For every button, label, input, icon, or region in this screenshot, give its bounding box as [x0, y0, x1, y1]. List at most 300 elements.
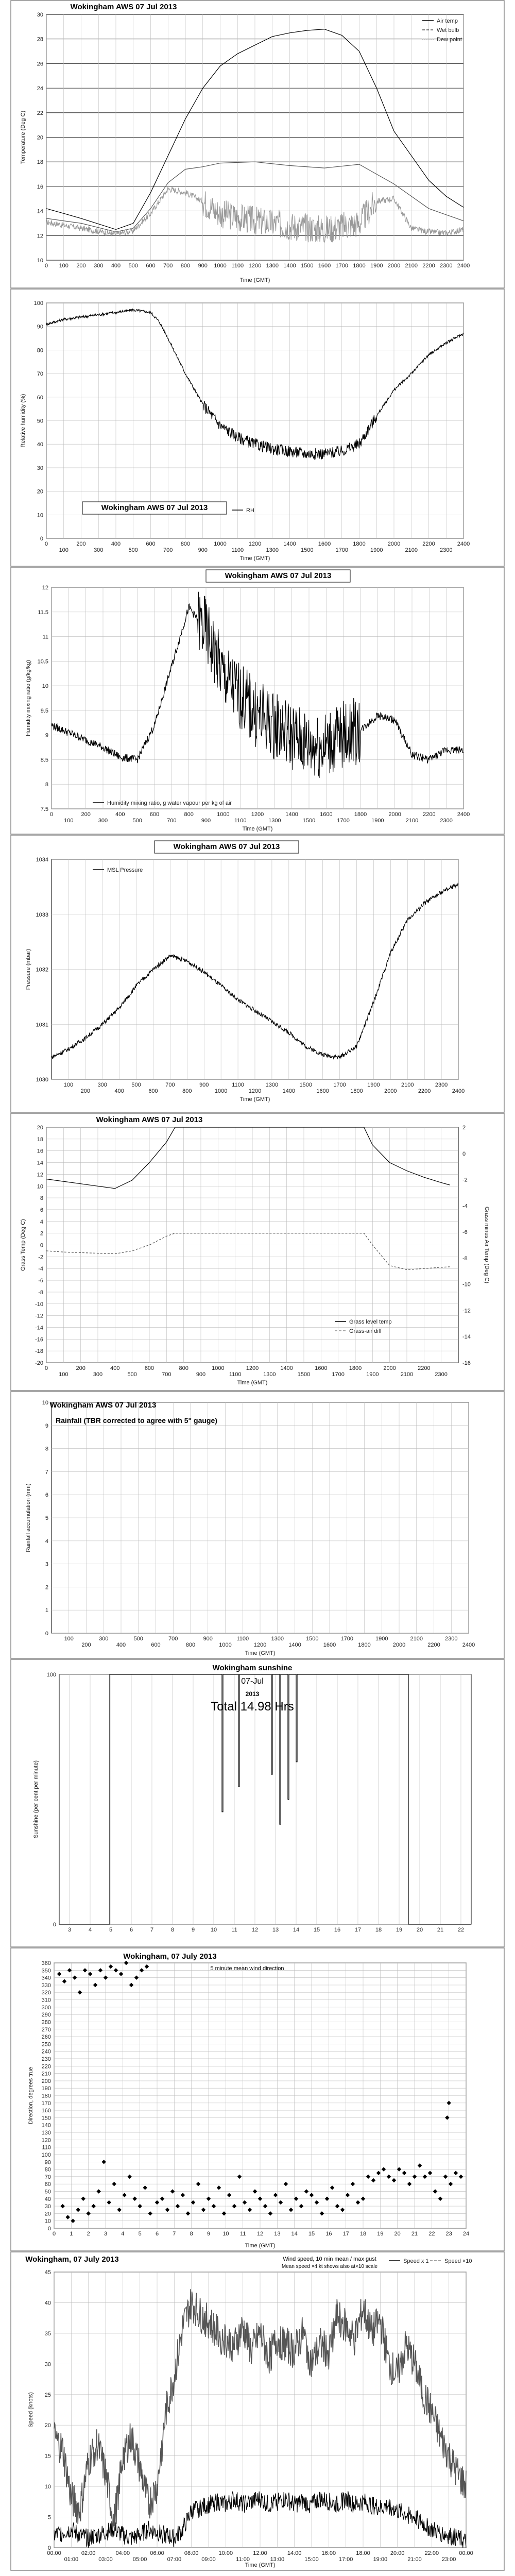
x-tick-label: 900 [201, 818, 211, 824]
humidity-chart-panel [10, 289, 505, 567]
x-tick-label: 21 [411, 2231, 418, 2237]
x-tick-label: 1000 [217, 811, 230, 818]
grass-chart-panel [10, 1113, 505, 1391]
x-tick-label: 2000 [387, 541, 401, 547]
y-axis-label: Direction, degrees true [28, 2066, 34, 2125]
x-tick-label: 700 [163, 547, 173, 553]
y-tick-label: 18 [37, 1136, 43, 1143]
y-right-tick-label: 2 [462, 1125, 466, 1131]
x-tick-label: 6 [129, 1927, 133, 1933]
y-right-tick-label: -8 [462, 1255, 468, 1262]
y-tick-label: 22 [37, 110, 43, 116]
x-tick-label: 15 [308, 2231, 315, 2237]
legend-label: Speed ×10 [444, 2258, 472, 2264]
y-tick-label: 1032 [36, 967, 48, 973]
x-tick-label: 20 [416, 1927, 423, 1933]
x-tick-label: 8 [170, 1927, 175, 1933]
y-tick-label: -8 [38, 1289, 43, 1296]
x-tick-label: 300 [94, 547, 104, 553]
y-tick-label: 210 [41, 2071, 51, 2077]
x-tick-label: 800 [185, 1642, 196, 1648]
x-tick-label: 21:00 [407, 2556, 422, 2563]
x-tick-label: 3 [104, 2231, 108, 2237]
y-tick-label: 220 [41, 2063, 51, 2070]
x-tick-label: 11 [239, 2231, 246, 2237]
x-tick-label: 700 [163, 263, 173, 269]
y-tick-label: 12 [37, 233, 43, 240]
x-tick-label: 1300 [268, 818, 281, 824]
legend-label: Grass-air diff [349, 1328, 382, 1334]
x-tick-label: 2400 [462, 1642, 475, 1648]
rainfall-chart-panel [10, 1391, 505, 1659]
x-tick-label: 2300 [445, 1636, 458, 1642]
x-tick-label: 400 [111, 263, 121, 269]
y-tick-label: 11.5 [38, 609, 48, 616]
x-tick-label: 23:00 [441, 2556, 456, 2563]
x-tick-label: 4 [121, 2231, 125, 2237]
y-right-tick-label: -10 [462, 1281, 471, 1288]
y-tick-label: 100 [46, 1672, 56, 1678]
y-tick-label: 20 [37, 488, 43, 495]
legend-label: Humidity mixing ratio, g water vapour per kg of air [107, 800, 232, 806]
y-tick-label: 8.5 [40, 757, 48, 764]
y-tick-label: 120 [41, 2137, 51, 2144]
mixing-ratio-chart-panel [10, 567, 505, 835]
x-tick-label: 19 [377, 2231, 384, 2237]
y-tick-label: 14 [37, 1160, 43, 1166]
y-tick-label: 9.5 [40, 707, 48, 714]
y-tick-label: 5 [47, 2514, 51, 2521]
y-tick-label: 40 [44, 2196, 51, 2202]
x-tick-label: 800 [180, 541, 191, 547]
x-tick-label: 1400 [283, 541, 296, 547]
temperature-chart-panel [10, 0, 505, 289]
y-tick-label: 35 [44, 2330, 51, 2337]
x-tick-label: 05:00 [132, 2556, 147, 2563]
y-tick-label: 0 [45, 1631, 48, 1637]
x-tick-label: 12 [251, 1927, 259, 1933]
x-tick-label: 2000 [387, 263, 401, 269]
x-tick-label: 100 [63, 1082, 74, 1088]
x-tick-label: 2300 [440, 547, 453, 553]
x-tick-label: 1700 [340, 1636, 353, 1642]
legend-label: Air temp [437, 18, 458, 24]
y-tick-label: 10 [37, 258, 43, 264]
x-tick-label: 600 [146, 263, 156, 269]
y-tick-label: 1031 [36, 1022, 48, 1028]
y-tick-label: 30 [37, 465, 43, 471]
y-tick-label: 10 [37, 512, 43, 519]
x-tick-label: 400 [111, 541, 121, 547]
x-tick-label: 1300 [271, 1636, 284, 1642]
x-tick-label: 1800 [353, 263, 366, 269]
y-tick-label: 2 [40, 1230, 43, 1237]
y-tick-label: 10.5 [37, 658, 48, 665]
y-tick-label: 100 [33, 300, 43, 307]
y-tick-label: 45 [44, 2269, 51, 2276]
chart-title: Wokingham sunshine [212, 1664, 293, 1672]
y-right-tick-label: -16 [462, 1360, 471, 1366]
y-tick-label: 30 [44, 2361, 51, 2368]
x-tick-label: 300 [93, 1371, 103, 1378]
x-tick-label: 1700 [332, 1371, 345, 1378]
sunshine-total: Total 14.98 Hrs [211, 1700, 294, 1714]
x-tick-label: 21 [437, 1927, 444, 1933]
y-tick-label: 1030 [36, 1077, 48, 1083]
y-tick-label: 230 [41, 2056, 51, 2062]
y-tick-label: 310 [41, 1997, 51, 2004]
y-right-tick-label: -4 [462, 1203, 468, 1210]
x-tick-label: 14 [291, 2231, 298, 2237]
y-tick-label: 260 [41, 2034, 51, 2041]
x-tick-label: 0 [44, 1365, 48, 1371]
x-tick-label: 09:00 [201, 2556, 216, 2563]
x-tick-label: 2200 [422, 263, 435, 269]
x-tick-label: 2100 [405, 818, 419, 824]
x-tick-label: 1600 [318, 541, 331, 547]
x-tick-label: 1400 [280, 1365, 293, 1371]
x-tick-label: 1200 [248, 263, 262, 269]
x-tick-label: 2200 [427, 1642, 440, 1648]
x-tick-label: 400 [110, 1365, 120, 1371]
x-tick-label: 1100 [236, 1636, 249, 1642]
x-axis-label: Time (GMT) [242, 826, 273, 832]
x-tick-label: 2000 [384, 1088, 397, 1094]
x-tick-label: 600 [146, 541, 156, 547]
y-tick-label: 160 [41, 2108, 51, 2114]
y-tick-label: 10 [44, 2218, 51, 2225]
x-tick-label: 200 [80, 1088, 91, 1094]
y-axis-label: Relative humidity (%) [20, 394, 26, 448]
x-tick-label: 1100 [231, 547, 244, 553]
x-tick-label: 1400 [288, 1642, 301, 1648]
y-tick-label: 340 [41, 1975, 51, 1981]
y-tick-label: 25 [44, 2392, 51, 2398]
x-tick-label: 300 [94, 263, 104, 269]
x-tick-label: 5 [138, 2231, 142, 2237]
x-tick-label: 04:00 [115, 2550, 130, 2556]
x-tick-label: 1000 [214, 263, 227, 269]
chart-title: Wokingham AWS 07 Jul 2013 [49, 1401, 157, 1410]
x-tick-label: 1800 [353, 541, 366, 547]
y-tick-label: 100 [41, 2151, 51, 2158]
x-tick-label: 100 [59, 1371, 68, 1378]
x-tick-label: 1200 [246, 1365, 259, 1371]
x-tick-label: 20 [394, 2231, 401, 2237]
x-tick-label: 2300 [440, 263, 453, 269]
x-tick-label: 1800 [354, 811, 367, 818]
y-right-tick-label: -6 [462, 1229, 468, 1236]
y-tick-label: 50 [44, 2189, 51, 2195]
x-tick-label: 1900 [370, 547, 383, 553]
x-tick-label: 500 [133, 1636, 143, 1642]
chart-subtitle: 5 minute mean wind direction [210, 1965, 284, 1972]
x-tick-label: 2400 [457, 263, 470, 269]
x-tick-label: 17 [342, 2231, 349, 2237]
pressure-chart [10, 835, 505, 1113]
x-tick-label: 11 [231, 1927, 237, 1933]
y-tick-label: 70 [44, 2174, 51, 2180]
x-tick-label: 1300 [266, 547, 279, 553]
x-tick-label: 15 [313, 1927, 320, 1933]
x-tick-label: 10:00 [218, 2550, 233, 2556]
x-tick-label: 12 [256, 2231, 264, 2237]
x-tick-label: 2100 [401, 1082, 414, 1088]
x-tick-label: 2000 [392, 1642, 406, 1648]
y-tick-label: -14 [35, 1325, 43, 1331]
x-tick-label: 14:00 [287, 2550, 302, 2556]
x-tick-label: 11:00 [236, 2556, 250, 2563]
y-tick-label: 60 [44, 2181, 51, 2188]
x-tick-label: 400 [114, 1088, 124, 1094]
y-tick-label: 250 [41, 2041, 51, 2048]
x-tick-label: 17:00 [338, 2556, 353, 2563]
x-tick-label: 100 [64, 1636, 74, 1642]
y-tick-label: 11 [42, 634, 48, 640]
y-tick-label: 240 [41, 2048, 51, 2055]
x-tick-label: 1300 [263, 1371, 276, 1378]
x-tick-label: 13 [272, 1927, 279, 1933]
x-tick-label: 700 [162, 1371, 171, 1378]
y-tick-label: 5 [45, 1515, 48, 1521]
x-tick-label: 400 [116, 1642, 126, 1648]
x-tick-label: 1400 [283, 263, 296, 269]
x-tick-label: 200 [81, 811, 91, 818]
y-tick-label: -16 [35, 1336, 43, 1343]
y-tick-label: -4 [38, 1266, 43, 1273]
x-tick-label: 1900 [375, 1636, 388, 1642]
x-tick-label: 1900 [366, 1371, 379, 1378]
x-tick-label: 1500 [297, 1371, 311, 1378]
x-tick-label: 600 [149, 811, 160, 818]
chart-title: Wokingham AWS 07 Jul 2013 [225, 571, 332, 580]
y-tick-label: 320 [41, 1990, 51, 1996]
x-tick-label: 1000 [212, 1365, 225, 1371]
x-tick-label: 400 [115, 811, 125, 818]
x-tick-label: 1200 [253, 1642, 267, 1648]
y-tick-label: -6 [38, 1278, 43, 1284]
y-tick-label: 280 [41, 2019, 51, 2026]
x-tick-label: 22 [428, 2231, 435, 2237]
x-axis-label: Time (GMT) [245, 2243, 276, 2249]
y-tick-label: 1 [45, 1607, 48, 1614]
x-tick-label: 1500 [301, 263, 314, 269]
x-axis-label: Time (GMT) [239, 555, 270, 562]
x-axis-label: Time (GMT) [245, 2562, 276, 2568]
x-tick-label: 1100 [232, 1082, 244, 1088]
x-tick-label: 0 [49, 811, 54, 818]
x-tick-label: 2200 [422, 541, 435, 547]
x-tick-label: 500 [128, 547, 138, 553]
x-tick-label: 2100 [405, 263, 418, 269]
x-tick-label: 1000 [214, 1088, 228, 1094]
rainfall-chart [10, 1391, 505, 1659]
y-tick-label: 24 [37, 86, 43, 92]
y-tick-label: 70 [37, 371, 43, 378]
x-tick-label: 2200 [418, 1088, 431, 1094]
x-tick-label: 700 [165, 1082, 175, 1088]
y-tick-label: 0 [40, 1242, 43, 1249]
wind-direction-chart-panel [10, 1947, 505, 2251]
x-tick-label: 2100 [410, 1636, 423, 1642]
x-tick-label: 2000 [388, 811, 401, 818]
y-tick-label: 180 [41, 2093, 51, 2099]
x-tick-label: 800 [180, 263, 191, 269]
y-tick-label: 190 [41, 2086, 51, 2092]
x-tick-label: 1600 [315, 1365, 328, 1371]
x-axis-label: Time (GMT) [239, 1096, 270, 1103]
y-tick-label: 360 [41, 1960, 51, 1967]
y-tick-label: 330 [41, 1982, 51, 1989]
chart-title: Wokingham AWS 07 Jul 2013 [70, 3, 177, 11]
chart-note: Mean speed ×4 kt shows also at×10 scale [281, 2264, 378, 2269]
pressure-chart-panel [10, 835, 505, 1113]
y-right-tick-label: 0 [462, 1150, 466, 1157]
x-tick-label: 02:00 [81, 2550, 96, 2556]
x-tick-label: 500 [132, 818, 142, 824]
x-axis-label: Time (GMT) [239, 277, 270, 283]
x-tick-label: 300 [99, 1636, 109, 1642]
y-tick-label: 3 [45, 1561, 48, 1568]
x-tick-label: 200 [76, 263, 86, 269]
y-tick-label: 0 [47, 2226, 51, 2232]
x-tick-label: 1500 [306, 1636, 319, 1642]
y-tick-label: 9 [45, 732, 48, 739]
y-tick-label: 80 [44, 2166, 51, 2173]
x-tick-label: 600 [151, 1642, 161, 1648]
y-tick-label: 80 [37, 347, 43, 354]
x-tick-label: 100 [64, 818, 74, 824]
x-tick-label: 100 [59, 263, 68, 269]
x-tick-label: 01:00 [64, 2556, 79, 2563]
y-tick-label: 40 [37, 442, 43, 448]
x-tick-label: 16 [325, 2231, 332, 2237]
x-tick-label: 900 [196, 1371, 206, 1378]
x-tick-label: 2100 [405, 547, 418, 553]
y-tick-label: 110 [42, 2144, 51, 2151]
grass-temperature-chart [10, 1113, 505, 1391]
x-tick-label: 8 [190, 2231, 193, 2237]
x-tick-label: 2400 [452, 1088, 465, 1094]
x-tick-label: 2400 [457, 811, 470, 818]
x-tick-label: 1100 [229, 1371, 242, 1378]
x-tick-label: 16:00 [321, 2550, 336, 2556]
y-tick-label: 20 [37, 134, 43, 141]
y-tick-label: 6 [45, 1492, 48, 1499]
x-tick-label: 5 [109, 1927, 113, 1933]
y-tick-label: -12 [35, 1313, 43, 1319]
legend-label: Grass level temp [349, 1319, 392, 1325]
y-tick-label: 8 [40, 1195, 43, 1202]
y-tick-label: 4 [40, 1218, 43, 1225]
y-tick-label: -20 [35, 1360, 43, 1366]
x-tick-label: 800 [184, 811, 194, 818]
y-tick-label: 8 [45, 1446, 48, 1452]
x-tick-label: 2400 [457, 541, 470, 547]
x-tick-label: 1600 [318, 263, 331, 269]
x-tick-label: 200 [76, 541, 86, 547]
x-tick-label: 00:00 [47, 2550, 61, 2556]
y-tick-label: 6 [40, 1207, 43, 1213]
y-tick-label: 10 [42, 1400, 48, 1406]
x-tick-label: 500 [131, 1082, 141, 1088]
x-tick-label: 1900 [367, 1082, 380, 1088]
x-tick-label: 800 [179, 1365, 188, 1371]
legend-label: Dew point [437, 37, 462, 43]
x-tick-label: 1500 [299, 1082, 312, 1088]
x-tick-label: 900 [203, 1636, 213, 1642]
x-tick-label: 500 [128, 263, 138, 269]
y-tick-label: 10 [42, 683, 48, 690]
y-tick-label: 140 [41, 2122, 51, 2129]
x-tick-label: 12:00 [253, 2550, 267, 2556]
x-tick-label: 1800 [350, 1088, 363, 1094]
y-tick-label: 1033 [36, 911, 48, 918]
wind-speed-chart-panel [10, 2251, 505, 2571]
x-tick-label: 700 [167, 818, 177, 824]
x-tick-label: 1700 [333, 1082, 346, 1088]
x-tick-label: 1900 [370, 263, 383, 269]
x-tick-label: 600 [148, 1088, 158, 1094]
x-tick-label: 2300 [435, 1371, 448, 1378]
x-tick-label: 2200 [423, 811, 436, 818]
x-tick-label: 06:00 [150, 2550, 164, 2556]
x-tick-label: 17 [354, 1927, 362, 1933]
y-tick-label: 30 [37, 12, 43, 18]
y-tick-label: 0 [47, 2545, 51, 2551]
y-tick-label: 7.5 [40, 806, 48, 812]
x-tick-label: 16 [334, 1927, 341, 1933]
x-tick-label: 1200 [251, 811, 264, 818]
x-tick-label: 22 [457, 1927, 465, 1933]
x-tick-label: 20:00 [390, 2550, 405, 2556]
y-axis-label: Pressure (mbar) [25, 948, 31, 990]
y-tick-label: 7 [45, 1469, 48, 1476]
x-tick-label: 300 [98, 818, 108, 824]
x-tick-label: 300 [97, 1082, 107, 1088]
x-tick-label: 13:00 [270, 2556, 285, 2563]
y-tick-label: 10 [37, 1183, 43, 1190]
x-tick-label: 18 [375, 1927, 382, 1933]
y-tick-label: 26 [37, 61, 43, 67]
x-tick-label: 22:00 [424, 2550, 439, 2556]
y-axis-label: Speed (knots) [28, 2392, 34, 2428]
sunshine-chart [10, 1659, 505, 1947]
x-tick-label: 1800 [349, 1365, 362, 1371]
y-tick-label: 20 [37, 1125, 43, 1131]
chart-title: Wokingham, 07 July 2013 [123, 1952, 217, 1961]
x-tick-label: 800 [182, 1088, 192, 1094]
y-tick-label: 40 [44, 2300, 51, 2307]
y-tick-label: 0 [40, 536, 43, 542]
y-tick-label: 4 [45, 1538, 48, 1545]
x-axis-label: Time (GMT) [237, 1380, 268, 1386]
y-right-tick-label: -2 [462, 1177, 468, 1183]
y-tick-label: 30 [44, 2204, 51, 2210]
x-tick-label: 0 [44, 263, 48, 269]
legend-label: RH [246, 507, 254, 514]
x-tick-label: 0 [52, 2231, 56, 2237]
x-tick-label: 1300 [266, 263, 279, 269]
x-tick-label: 600 [144, 1365, 154, 1371]
x-tick-label: 2300 [435, 1082, 448, 1088]
chart-title: Wokingham, 07 July 2013 [25, 2255, 119, 2264]
x-tick-label: 2 [87, 2231, 90, 2237]
y-tick-label: -2 [38, 1254, 43, 1261]
x-tick-label: 14 [293, 1927, 300, 1933]
y-tick-label: 20 [44, 2422, 51, 2429]
y-tick-label: 50 [37, 418, 43, 425]
